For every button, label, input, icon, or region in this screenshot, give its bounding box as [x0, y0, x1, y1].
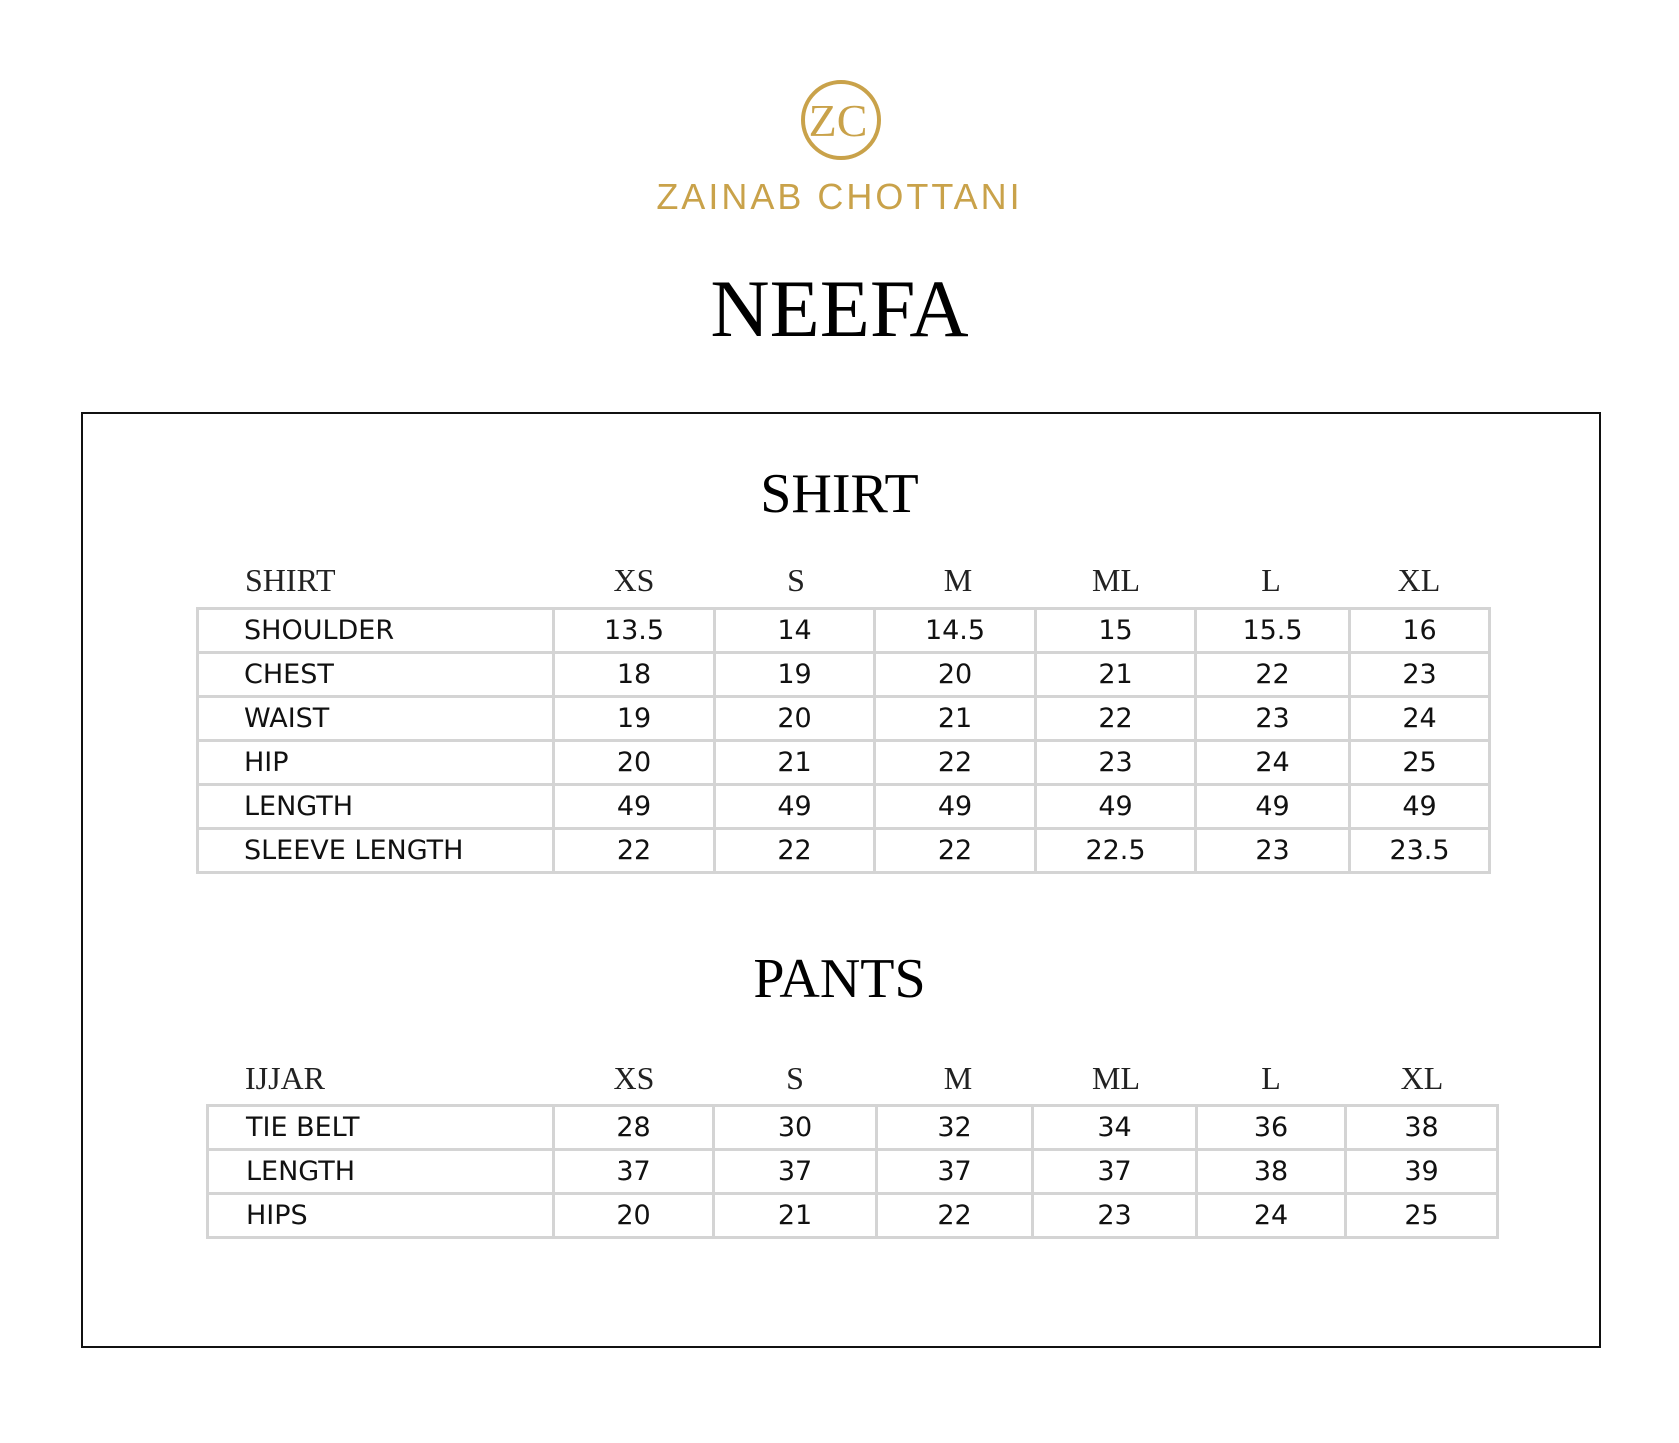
table-cell: 19 — [715, 653, 875, 697]
shirt-section-title: SHIRT — [760, 463, 919, 525]
table-cell: 20 — [554, 1194, 714, 1238]
table-cell: 37 — [554, 1150, 714, 1194]
table-cell: 32 — [877, 1106, 1033, 1150]
table-cell: 24 — [1350, 697, 1490, 741]
row-label: LENGTH — [208, 1150, 554, 1194]
pants-size-ml: ML — [1092, 1060, 1140, 1096]
table-cell: 34 — [1033, 1106, 1197, 1150]
table-cell: 23 — [1196, 829, 1350, 873]
table-row — [198, 609, 1490, 653]
pants-size-table — [206, 1104, 1499, 1239]
table-cell: 49 — [875, 785, 1036, 829]
table-cell: 20 — [875, 653, 1036, 697]
table-cell: 38 — [1197, 1150, 1346, 1194]
pants-size-xs: XS — [613, 1060, 655, 1096]
table-cell: 49 — [1350, 785, 1490, 829]
table-row — [208, 1150, 1498, 1194]
table-cell: 14.5 — [875, 609, 1036, 653]
table-cell: 22 — [875, 829, 1036, 873]
row-label: CHEST — [198, 653, 554, 697]
table-cell: 19 — [554, 697, 715, 741]
row-label: LENGTH — [198, 785, 554, 829]
table-cell: 30 — [714, 1106, 877, 1150]
table-cell: 23 — [1196, 697, 1350, 741]
pants-header-row — [245, 1060, 1495, 1100]
brand-name: ZAINAB CHOTTANI — [656, 176, 1023, 217]
table-cell: 49 — [1196, 785, 1350, 829]
row-label: HIPS — [208, 1194, 554, 1238]
table-cell: 22.5 — [1036, 829, 1196, 873]
table-cell: 28 — [554, 1106, 714, 1150]
table-cell: 22 — [1196, 653, 1350, 697]
shirt-size-ml: ML — [1092, 562, 1140, 598]
table-cell: 23 — [1033, 1194, 1197, 1238]
table-cell: 18 — [554, 653, 715, 697]
pants-header-label: IJJAR — [245, 1060, 326, 1096]
shirt-header-label: SHIRT — [245, 562, 336, 598]
table-cell: 39 — [1346, 1150, 1498, 1194]
shirt-header-row — [245, 562, 1495, 602]
table-cell: 37 — [877, 1150, 1033, 1194]
table-cell: 14 — [715, 609, 875, 653]
table-cell: 36 — [1197, 1106, 1346, 1150]
pants-size-xl: XL — [1400, 1060, 1444, 1096]
table-cell: 22 — [875, 741, 1036, 785]
table-row — [208, 1106, 1498, 1150]
table-cell: 21 — [715, 741, 875, 785]
table-cell: 13.5 — [554, 609, 715, 653]
table-cell: 38 — [1346, 1106, 1498, 1150]
brand-logo — [0, 78, 1679, 162]
zc-monogram-icon — [798, 78, 882, 162]
row-label: SHOULDER — [198, 609, 554, 653]
table-cell: 21 — [1036, 653, 1196, 697]
table-cell: 37 — [1033, 1150, 1197, 1194]
table-cell: 37 — [714, 1150, 877, 1194]
row-label: TIE BELT — [208, 1106, 554, 1150]
table-row — [198, 741, 1490, 785]
table-cell: 49 — [554, 785, 715, 829]
table-cell: 25 — [1346, 1194, 1498, 1238]
table-cell: 22 — [877, 1194, 1033, 1238]
table-row — [208, 1194, 1498, 1238]
table-cell: 25 — [1350, 741, 1490, 785]
row-label: HIP — [198, 741, 554, 785]
table-cell: 15 — [1036, 609, 1196, 653]
shirt-size-xl: XL — [1397, 562, 1441, 598]
table-row — [198, 829, 1490, 873]
table-cell: 21 — [714, 1194, 877, 1238]
table-cell: 49 — [715, 785, 875, 829]
table-cell: 15.5 — [1196, 609, 1350, 653]
product-title: NEEFA — [710, 263, 969, 354]
table-row — [198, 785, 1490, 829]
table-row — [198, 697, 1490, 741]
table-row — [198, 653, 1490, 697]
table-cell: 16 — [1350, 609, 1490, 653]
pants-size-s: S — [786, 1060, 804, 1096]
pants-size-m: M — [943, 1060, 973, 1096]
table-cell: 20 — [554, 741, 715, 785]
shirt-size-xs: XS — [613, 562, 655, 598]
table-cell: 21 — [875, 697, 1036, 741]
shirt-size-l: L — [1261, 562, 1281, 598]
table-cell: 24 — [1197, 1194, 1346, 1238]
row-label: SLEEVE LENGTH — [198, 829, 554, 873]
table-cell: 24 — [1196, 741, 1350, 785]
table-cell: 23 — [1350, 653, 1490, 697]
table-cell: 22 — [554, 829, 715, 873]
table-cell: 23 — [1036, 741, 1196, 785]
table-cell: 23.5 — [1350, 829, 1490, 873]
shirt-size-m: M — [943, 562, 973, 598]
table-cell: 49 — [1036, 785, 1196, 829]
pants-size-l: L — [1261, 1060, 1281, 1096]
row-label: WAIST — [198, 697, 554, 741]
svg-text:ZC: ZC — [808, 95, 867, 146]
table-cell: 20 — [715, 697, 875, 741]
shirt-size-s: S — [787, 562, 805, 598]
pants-section-title: PANTS — [753, 948, 926, 1010]
shirt-size-table — [196, 607, 1491, 874]
table-cell: 22 — [715, 829, 875, 873]
table-cell: 22 — [1036, 697, 1196, 741]
